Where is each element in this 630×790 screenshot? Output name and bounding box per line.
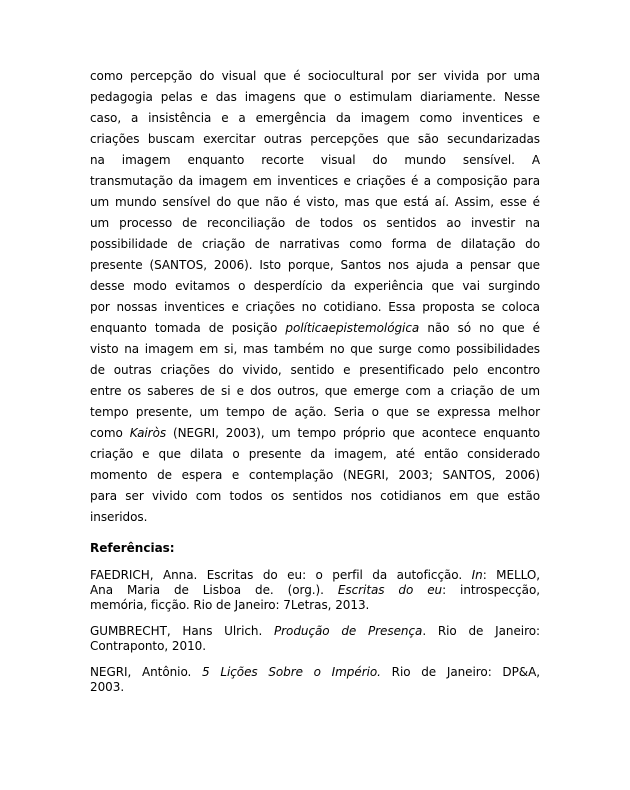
body-line-22: inseridos.	[90, 510, 148, 524]
body-line-16: entre os saberes de si e dos outros, que emerge com a criação de um	[90, 384, 540, 398]
reference-text: : introspecção,	[442, 583, 540, 597]
reference-italic: 5 Lições Sobre o Império.	[202, 665, 381, 679]
reference-italic: Produção de Presença	[273, 624, 423, 638]
reference-italic: Escritas do eu	[337, 583, 443, 597]
italic-term: Kairòs	[129, 426, 167, 440]
reference-item-negri	[90, 665, 540, 695]
reference-text: : MELLO,	[482, 568, 540, 582]
body-line-8: um processo de reconciliação de todos os sentidos ao investir na	[90, 216, 540, 230]
body-line-6: transmutação da imagem em inventices e criações é a composição para	[90, 174, 540, 188]
body-line-5: na imagem enquanto recorte visual do mundo sensível. A	[90, 153, 540, 167]
reference-text: GUMBRECHT, Hans Ulrich.	[90, 624, 263, 638]
body-line-2: pedagogia pelas e das imagens que o estimulam diariamente. Nesse	[90, 90, 540, 104]
body-line-17: tempo presente, um tempo de ação. Seria o que se expressa melhor	[90, 405, 540, 419]
body-paragraph	[90, 66, 540, 528]
body-line-20: momento de espera e contemplação (NEGRI, 2003; SANTOS, 2006)	[90, 468, 540, 482]
reference-line: Contraponto, 2010.	[90, 639, 207, 653]
reference-line: memória, ficção. Rio de Janeiro: 7Letras, 2013.	[90, 598, 370, 612]
body-line-19: criação e que dilata o presente da imagem, até então considerado	[90, 447, 540, 461]
body-text-segment: como	[90, 426, 123, 440]
body-text-segment: (NEGRI, 2003), um tempo próprio que acontece enquanto	[172, 426, 541, 440]
references-list	[90, 568, 540, 706]
body-line-15: de outras criações do vivido, sentido e presentificado pelo encontro	[90, 363, 540, 377]
reference-text: NEGRI, Antônio.	[90, 665, 192, 679]
reference-text: Ana Maria de Lisboa de. (org.).	[90, 583, 324, 597]
reference-text: FAEDRICH, Anna. Escritas do eu: o perfil da autoficção.	[90, 568, 463, 582]
reference-item-gumbrecht	[90, 624, 540, 654]
reference-line	[90, 583, 540, 598]
body-line-11: desse modo evitamos o desperdício da experiência que vai surgindo	[90, 279, 540, 293]
reference-item-faedrich	[90, 568, 540, 613]
body-line-1: como percepção do visual que é sociocultural por ser vivida por uma	[90, 69, 540, 83]
references-heading: Referências:	[90, 541, 175, 555]
body-line-10: presente (SANTOS, 2006). Isto porque, Santos nos ajuda a pensar que	[90, 258, 540, 272]
body-line-21: para ser vivido com todos os sentidos nos cotidianos em que estão	[90, 489, 540, 503]
body-line-3: caso, a insistência e a emergência da imagem como inventices e	[90, 111, 540, 125]
reference-text: . Rio de Janeiro:	[422, 624, 540, 638]
reference-text: Rio de Janeiro: DP&A,	[391, 665, 541, 679]
body-line-12: por nossas inventices e criações no cotidiano. Essa proposta se coloca	[90, 300, 540, 314]
reference-line: 2003.	[90, 680, 125, 694]
body-line-7: um mundo sensível do que não é visto, mas que está aí. Assim, esse é	[90, 195, 540, 209]
body-line-4: criações buscam exercitar outras percepções que são secundarizadas	[90, 132, 540, 146]
reference-italic: In	[471, 568, 483, 582]
body-line-14: visto na imagem em si, mas também no que surge como possibilidades	[90, 342, 540, 356]
italic-term: políticaepistemológica	[285, 321, 420, 335]
body-line-18	[90, 423, 540, 444]
body-line-9: possibilidade de criação de narrativas como forma de dilatação do	[90, 237, 540, 251]
body-text-segment: enquanto tomada de posição	[90, 321, 278, 335]
reference-line	[90, 665, 540, 680]
reference-line	[90, 568, 540, 583]
body-line-13	[90, 318, 540, 339]
body-text-segment: não só no que é	[427, 321, 541, 335]
reference-line	[90, 624, 540, 639]
